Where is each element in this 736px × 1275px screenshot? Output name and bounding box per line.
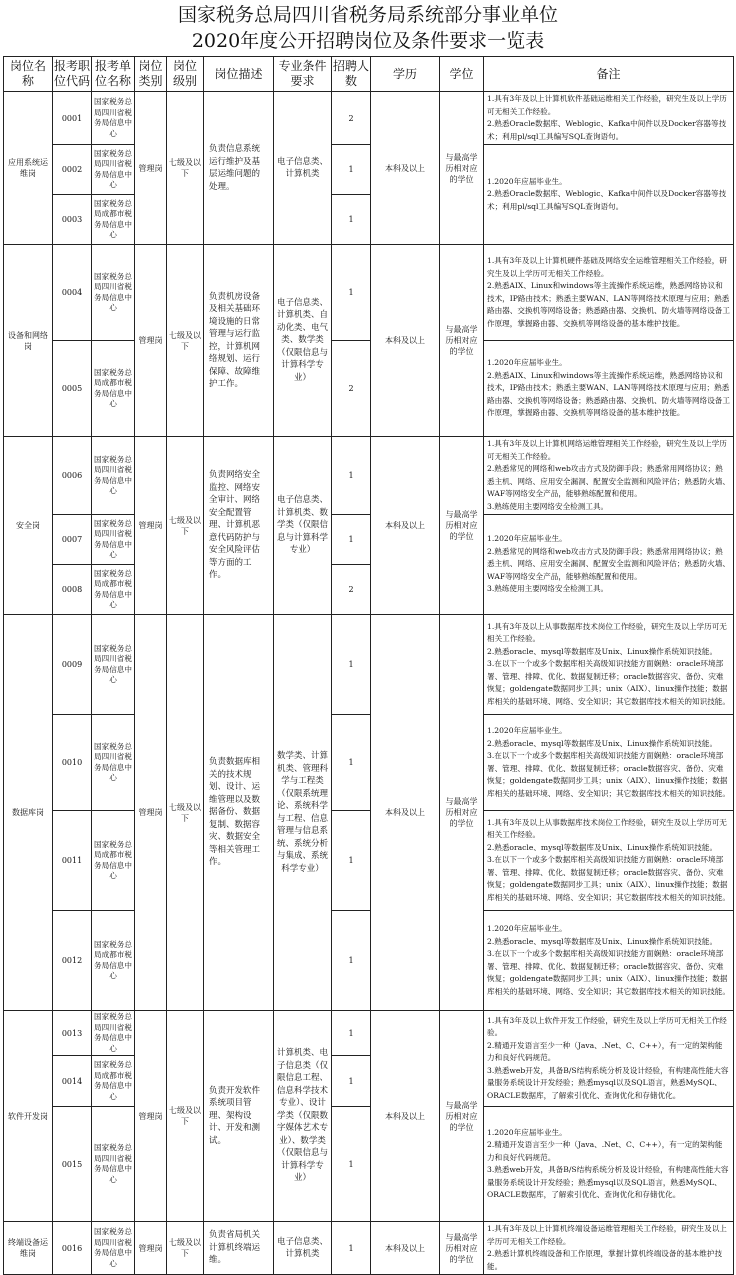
major-requirement-cell: 电子信息类、计算机类 [274, 1222, 332, 1275]
level-cell: 七级及以下 [167, 437, 204, 615]
header-cell: 岗位级别 [167, 57, 204, 92]
unit-name-cell: 国家税务总局四川省税务局信息中心 [92, 437, 135, 515]
unit-name-cell: 国家税务总局四川省税务局信息中心 [92, 92, 135, 145]
level-cell: 七级及以下 [167, 1011, 204, 1222]
header-cell: 岗位名称 [4, 57, 53, 92]
remarks-cell: 1.2020年应届毕业生。 2.熟悉oracle、mysql等数据库及Unix、Linux操作系统知识技能。 3.在以下一个或多个数据库相关高级知识技能方面娴熟：oracle环境部署、管理、排障、优化、数据复制迁移；oracle数据容灾、备份、灾难恢复；goldengate数据同步工具；unix（AIX）、linux操作技能；数据库相关的基础环境、网络、安全知识；其它数据库技术相关的知识技能。 [484, 911, 734, 1011]
position-code-cell: 0012 [53, 911, 92, 1011]
table-row [4, 341, 734, 437]
position-code-cell: 0004 [53, 245, 92, 341]
degree-cell: 与最高学历相对应的学位 [440, 92, 484, 245]
unit-name-cell: 国家税务总局四川省税务局信息中心 [92, 515, 135, 565]
header-cell: 报考职位代码 [53, 57, 92, 92]
major-requirement-cell: 电子信息类、计算机类、自动化类、电气类、数学类（仅限信息与计算科学专业） [274, 245, 332, 437]
description-cell: 负责机房设备及相关基础环境设施的日常管理与运行监控，计算机网络规划、运行保障、故障维护工作。 [204, 245, 274, 437]
recruit-count-cell: 1 [332, 1107, 371, 1222]
education-cell: 本科及以上 [371, 1011, 440, 1222]
remarks-cell: 1.具有3年及以上计算机软件基础运维相关工作经验，研究生及以上学历可无相关工作经验。 2.熟悉Oracle数据库、Weblogic、Kafka中间件以及Docker容器等技术；利用pl/sql工具编写SQL查询语句。 [484, 92, 734, 145]
table-row [4, 1107, 734, 1222]
position-code-cell: 0001 [53, 92, 92, 145]
unit-name-cell: 国家税务总局成都市税务局信息中心 [92, 341, 135, 437]
remarks-cell: 1.2020年应届毕业生。 2.熟悉oracle、mysql等数据库及Unix、Linux操作系统知识技能。 3.在以下一个或多个数据库相关高级知识技能方面娴熟：oracle环境部署、管理、排障、优化、数据复制迁移；oracle数据容灾、备份、灾难恢复；goldengate数据同步工具；unix（AIX）、linux操作技能；数据库相关的基础环境、网络、安全知识；其它数据库技术相关的知识技能。 [484, 715, 734, 811]
position-name-cell: 软件开发岗 [4, 1011, 53, 1222]
degree-cell: 与最高学历相对应的学位 [440, 615, 484, 1011]
recruit-count-cell: 1 [332, 911, 371, 1011]
header-cell: 专业条件要求 [274, 57, 332, 92]
position-code-cell: 0015 [53, 1107, 92, 1222]
unit-name-cell: 国家税务总局四川省税务局信息中心 [92, 145, 135, 195]
remarks-cell: 1.2020年应届毕业生。 2.熟悉常见的网络和web攻击方式及防御手段；熟悉常用网络协议；熟悉主机、网络、应用安全漏洞、配置安全监测和风险评估；熟悉防火墙、WAF等网络安全产品，能够熟练配置和使用。 3.熟练使用主要网络安全检测工具。 [484, 515, 734, 615]
header-cell: 备注 [484, 57, 734, 92]
table-row [4, 911, 734, 1011]
header-cell: 招聘人数 [332, 57, 371, 92]
table-row [4, 515, 734, 565]
table-row [4, 437, 734, 515]
position-code-cell: 0002 [53, 145, 92, 195]
unit-name-cell: 国家税务总局成都市税务局信息中心 [92, 911, 135, 1011]
header-cell: 学历 [371, 57, 440, 92]
remarks-cell: 1.2020年应届毕业生。 2.熟悉Oracle数据库、Weblogic、Kafka中间件以及Docker容器等技术；利用pl/sql工具编写SQL查询语句。 [484, 145, 734, 245]
header-cell: 岗位描述 [204, 57, 274, 92]
position-code-cell: 0003 [53, 195, 92, 245]
unit-name-cell: 国家税务总局四川省税务局信息中心 [92, 1011, 135, 1056]
category-cell: 管理岗 [135, 1222, 167, 1275]
degree-cell: 与最高学历相对应的学位 [440, 1222, 484, 1275]
degree-cell: 与最高学历相对应的学位 [440, 1011, 484, 1222]
education-cell: 本科及以上 [371, 92, 440, 245]
category-cell: 管理岗 [135, 1011, 167, 1222]
table-row [4, 245, 734, 341]
table-row [4, 1222, 734, 1275]
recruit-count-cell: 2 [332, 341, 371, 437]
position-code-cell: 0014 [53, 1056, 92, 1107]
recruit-count-cell: 1 [332, 715, 371, 811]
remarks-cell: 1.具有3年及以上计算机终端设备运维管理相关工作经验，研究生及以上学历可无相关工作经验。 2.熟悉计算机终端设备和工作原理，掌握计算机终端设备的基本维护技能。 [484, 1222, 734, 1275]
recruit-count-cell: 1 [332, 811, 371, 911]
degree-cell: 与最高学历相对应的学位 [440, 437, 484, 615]
unit-name-cell: 国家税务总局成都市税务局信息中心 [92, 195, 135, 245]
position-code-cell: 0016 [53, 1222, 92, 1275]
education-cell: 本科及以上 [371, 1222, 440, 1275]
description-cell: 负责数据库相关的技术规划、设计、运维管理以及数据备份、数据复制、数据容灾、数据安全等相关管理工作。 [204, 615, 274, 1011]
unit-name-cell: 国家税务总局成都市税务局信息中心 [92, 565, 135, 615]
position-code-cell: 0011 [53, 811, 92, 911]
table-row [4, 145, 734, 195]
recruit-count-cell: 1 [332, 245, 371, 341]
remarks-cell: 1.具有3年及以上计算机硬件基础及网络安全运维管理相关工作经验，研究生及以上学历可无相关工作经验。 2.熟悉AIX、Linux和windows等主流操作系统运维，熟悉网络协议和技术，IP路由技术；熟悉主要WAN、LAN等网络技术原理与应用；熟悉路由器、交换机等网络设备；熟悉路由器、交换机、防火墙等网络设备工作原理，掌握路由器、交换机等网络设备的基本维护技能。 [484, 245, 734, 341]
position-code-cell: 0013 [53, 1011, 92, 1056]
table-row [4, 1011, 734, 1056]
remarks-cell: 1.具有3年及以上从事数据库技术岗位工作经验，研究生及以上学历可无相关工作经验。 2.熟悉oracle、mysql等数据库及Unix、Linux操作系统知识技能。 3.在以下一个或多个数据库相关高级知识技能方面娴熟：oracle环境部署、管理、排障、优化、数据复制迁移；oracle数据容灾、备份、灾难恢复；goldengate数据同步工具；unix（AIX）、linux操作技能；数据库相关的基础环境、网络、安全知识；其它数据库技术相关的知识技能。 [484, 811, 734, 911]
degree-cell: 与最高学历相对应的学位 [440, 245, 484, 437]
recruit-count-cell: 2 [332, 565, 371, 615]
position-name-cell: 应用系统运维岗 [4, 92, 53, 245]
recruit-count-cell: 1 [332, 1011, 371, 1056]
category-cell: 管理岗 [135, 92, 167, 245]
position-name-cell: 设备和网络岗 [4, 245, 53, 437]
document-subtitle: 2020年度公开招聘岗位及条件要求一览表 [191, 30, 545, 52]
remarks-cell: 1.2020年应届毕业生。 2.熟悉AIX、Linux和windows等主流操作系统运维，熟悉网络协议和技术，IP路由技术；熟悉主要WAN、LAN等网络技术原理与应用；熟悉路由器、交换机等网络设备；熟悉路由器、交换机、防火墙等网络设备工作原理，掌握路由器、交换机等网络设备的基本维护技能。 [484, 341, 734, 437]
table-row [4, 811, 734, 911]
description-cell: 负责网络安全监控、网络安全审计、网络安全配置管理、计算机恶意代码防护与安全风险评估等方面的工作。 [204, 437, 274, 615]
category-cell: 管理岗 [135, 245, 167, 437]
education-cell: 本科及以上 [371, 615, 440, 1011]
position-code-cell: 0010 [53, 715, 92, 811]
recruit-count-cell: 1 [332, 1222, 371, 1275]
education-cell: 本科及以上 [371, 245, 440, 437]
recruit-count-cell: 1 [332, 195, 371, 245]
position-code-cell: 0005 [53, 341, 92, 437]
description-cell: 负责开发软件系统项目管理、架构设计、开发和测试。 [204, 1011, 274, 1222]
level-cell: 七级及以下 [167, 92, 204, 245]
unit-name-cell: 国家税务总局成都市税务局信息中心 [92, 811, 135, 911]
recruit-count-cell: 1 [332, 145, 371, 195]
recruit-count-cell: 1 [332, 515, 371, 565]
unit-name-cell: 国家税务总局成都市税务局信息中心 [92, 1056, 135, 1107]
position-name-cell: 安全岗 [4, 437, 53, 615]
level-cell: 七级及以下 [167, 615, 204, 1011]
position-code-cell: 0006 [53, 437, 92, 515]
recruit-count-cell: 1 [332, 1056, 371, 1107]
recruit-count-cell: 1 [332, 615, 371, 715]
position-code-cell: 0009 [53, 615, 92, 715]
recruit-count-cell: 2 [332, 92, 371, 145]
unit-name-cell: 国家税务总局四川省税务局信息中心 [92, 1222, 135, 1275]
major-requirement-cell: 电子信息类、计算机类 [274, 92, 332, 245]
document-title: 国家税务总局四川省税务局系统部分事业单位 [177, 4, 558, 26]
description-cell: 负责信息系统运行维护及基层运维问题的处理。 [204, 92, 274, 245]
description-cell: 负责省局机关计算机终端运维。 [204, 1222, 274, 1275]
remarks-cell: 1.2020年应届毕业生。 2.精通开发语言至少一种（Java、.Net、C、C++），有一定的架构能力和良好代码规范。 3.熟悉web开发，具备B/S结构系统分析及设计经验，有构建高性能大容量服务系统设计开发经验；熟悉mysql以及SQL语言，熟悉MySQL、ORACLE数据库，了解索引优化、查询优化和存储优化。 [484, 1107, 734, 1222]
table-row [4, 715, 734, 811]
header-row [4, 57, 734, 92]
position-name-cell: 数据库岗 [4, 615, 53, 1011]
remarks-cell: 1.具有3年及以上软件开发工作经验，研究生及以上学历可无相关工作经验。 2.精通开发语言至少一种（Java、.Net、C、C++），有一定的架构能力和良好代码规范。 3.熟悉web开发，具备B/S结构系统分析及设计经验，有构建高性能大容量服务系统设计开发经验；熟悉mysql以及SQL语言，熟悉MySQL、ORACLE数据库，了解索引优化、查询优化和存储优化。 [484, 1011, 734, 1107]
major-requirement-cell: 电子信息类、计算机类、数学类（仅限信息与计算科学专业） [274, 437, 332, 615]
level-cell: 七级及以下 [167, 245, 204, 437]
major-requirement-cell: 计算机类、电子信息类（仅限信息工程、信息科学技术专业）、设计学类（仅限数字媒体艺术专业）、数学类（仅限信息与计算科学专业） [274, 1011, 332, 1222]
level-cell: 七级及以下 [167, 1222, 204, 1275]
position-code-cell: 0008 [53, 565, 92, 615]
header-cell: 学位 [440, 57, 484, 92]
category-cell: 管理岗 [135, 437, 167, 615]
unit-name-cell: 国家税务总局四川省税务局信息中心 [92, 615, 135, 715]
unit-name-cell: 国家税务总局四川省税务局信息中心 [92, 715, 135, 811]
header-cell: 岗位类别 [135, 57, 167, 92]
position-name-cell: 终端设备运维岗 [4, 1222, 53, 1275]
recruit-count-cell: 1 [332, 437, 371, 515]
remarks-cell: 1.具有3年及以上计算机网络运维管理相关工作经验，研究生及以上学历可无相关工作经验。 2.熟悉常见的网络和web攻击方式及防御手段；熟悉常用网络协议；熟悉主机、网络、应用安全漏洞、配置安全监测和风险评估；熟悉防火墙、WAF等网络安全产品，能够熟练配置和使用。 3.熟练使用主要网络安全检测工具。 [484, 437, 734, 515]
position-code-cell: 0007 [53, 515, 92, 565]
table-row [4, 615, 734, 715]
unit-name-cell: 国家税务总局四川省税务局信息中心 [92, 245, 135, 341]
category-cell: 管理岗 [135, 615, 167, 1011]
table-row [4, 92, 734, 145]
recruitment-table [3, 56, 734, 1275]
education-cell: 本科及以上 [371, 437, 440, 615]
unit-name-cell: 国家税务总局四川省税务局信息中心 [92, 1107, 135, 1222]
header-cell: 报考单位名称 [92, 57, 135, 92]
major-requirement-cell: 数学类、计算机类、管理科学与工程类（仅限系统理论、系统科学与工程、信息管理与信息系统、系统分析与集成、系统科学专业） [274, 615, 332, 1011]
remarks-cell: 1.具有3年及以上从事数据库技术岗位工作经验，研究生及以上学历可无相关工作经验。 2.熟悉oracle、mysql等数据库及Unix、Linux操作系统知识技能。 3.在以下一个或多个数据库相关高级知识技能方面娴熟：oracle环境部署、管理、排障、优化、数据复制迁移；oracle数据容灾、备份、灾难恢复；goldengate数据同步工具；unix（AIX）、linux操作技能；数据库相关的基础环境、网络、安全知识；其它数据库技术相关的知识技能。 [484, 615, 734, 715]
